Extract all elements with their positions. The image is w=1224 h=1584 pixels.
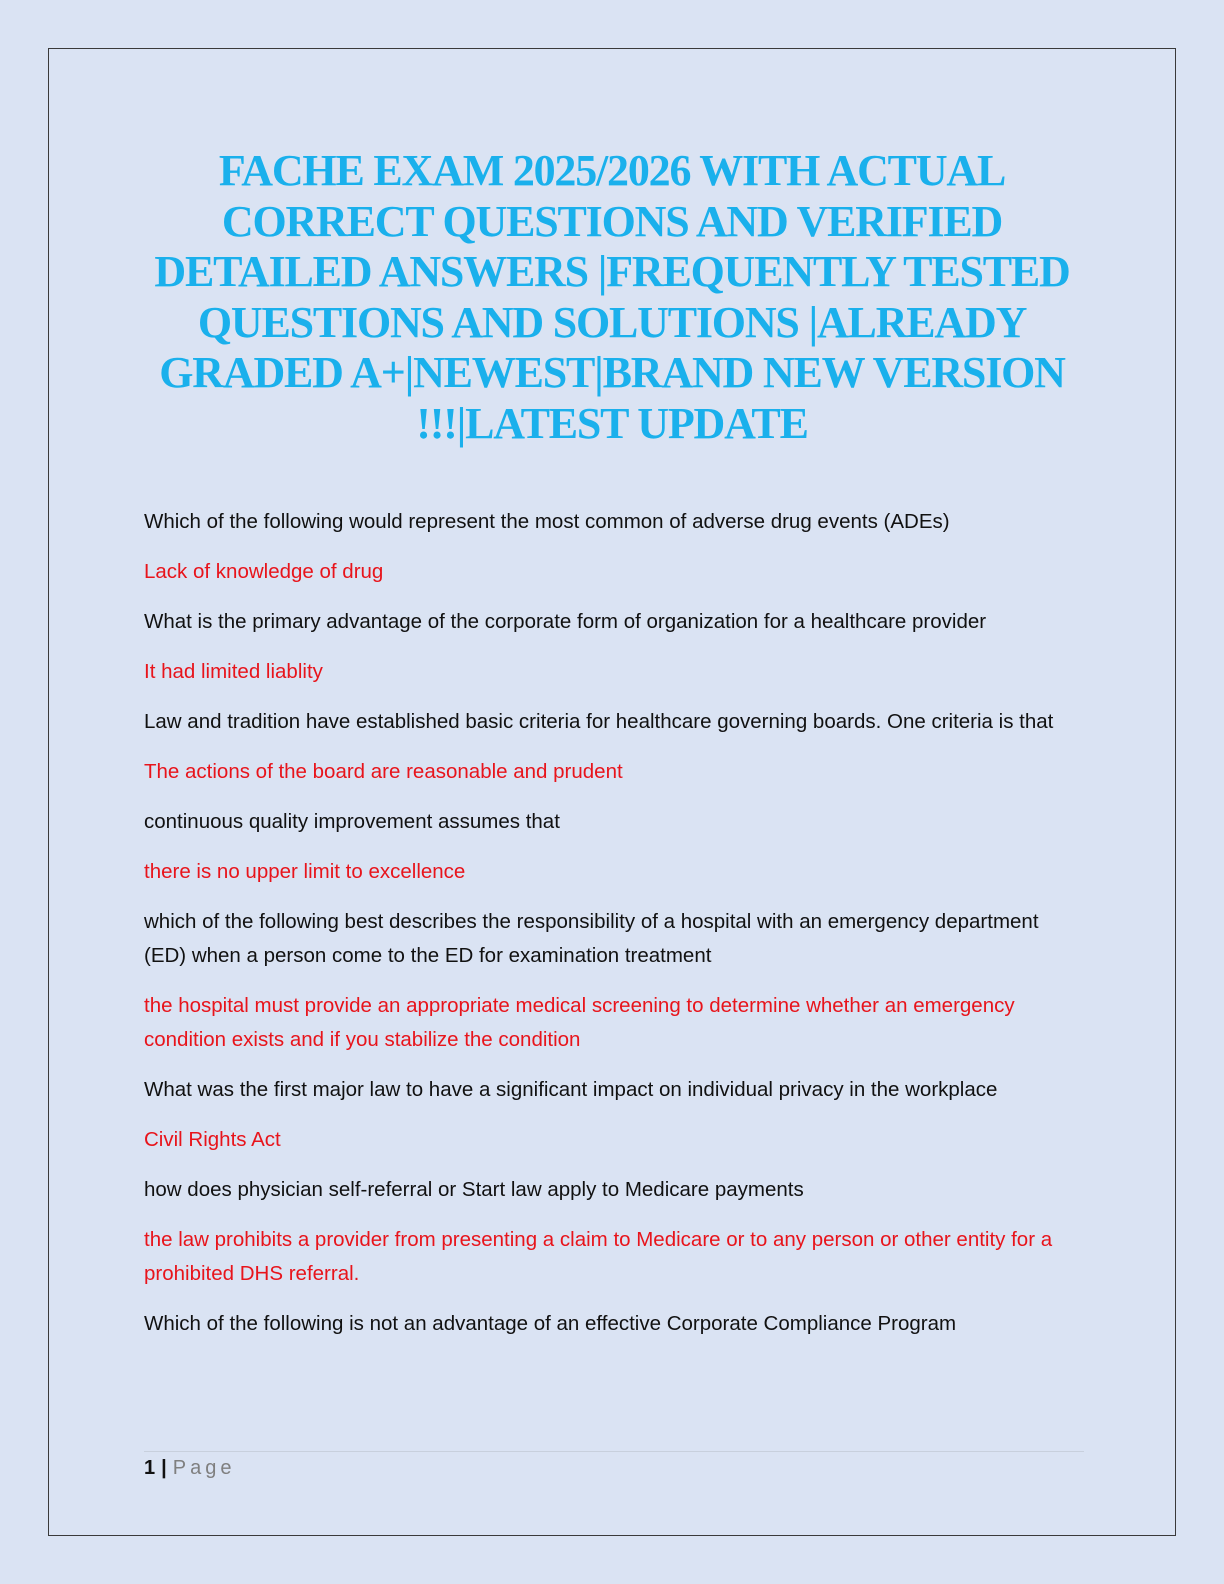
question-5: which of the following best describes the responsibility of a hospital with an emergency department (ED) when a person come to the ED for examination treatment (144, 910, 1039, 967)
answer-2: It had limited liablity (144, 660, 323, 683)
question-3: Law and tradition have established basic criteria for healthcare governing boards. One criteria is that (144, 710, 1054, 733)
answer-3: The actions of the board are reasonable and prudent (144, 760, 623, 783)
page-number: 1 (144, 1457, 156, 1479)
answer-7: the law prohibits a provider from presenting a claim to Medicare or to any person or other entity for a prohibited DHS referral. (144, 1228, 1053, 1285)
footer-separator: | (161, 1457, 167, 1479)
question-7: how does physician self-referral or Start law apply to Medicare payments (144, 1178, 804, 1201)
footer-divider (144, 1451, 1084, 1452)
question-1: Which of the following would represent the most common of adverse drug events (ADEs) (144, 510, 950, 533)
page-footer (144, 1456, 235, 1480)
question-8: Which of the following is not an advantage of an effective Corporate Compliance Program (144, 1312, 957, 1335)
question-6: What was the first major law to have a significant impact on individual privacy in the workplace (144, 1078, 998, 1101)
answer-1: Lack of knowledge of drug (144, 560, 384, 583)
answer-5: the hospital must provide an appropriate medical screening to determine whether an emergency condition exists and if you stabilize the condition (144, 994, 1015, 1051)
qa-list (144, 505, 1084, 1357)
answer-4: there is no upper limit to excellence (144, 860, 466, 883)
question-2: What is the primary advantage of the corporate form of organization for a healthcare provider (144, 610, 987, 633)
question-4: continuous quality improvement assumes that (144, 810, 560, 833)
document-title: FACHE EXAM 2025/2026 WITH ACTUAL CORRECT QUESTIONS AND VERIFIED DETAILED ANSWERS |FREQUENTLY TESTED QUESTIONS AND SOLUTIONS |ALREADY GRADED A+|NEWEST|BRAND NEW VERSION !!!|LATEST UPDATE (154, 146, 1070, 448)
page-label: Page (172, 1457, 236, 1479)
answer-6: Civil Rights Act (144, 1128, 281, 1151)
